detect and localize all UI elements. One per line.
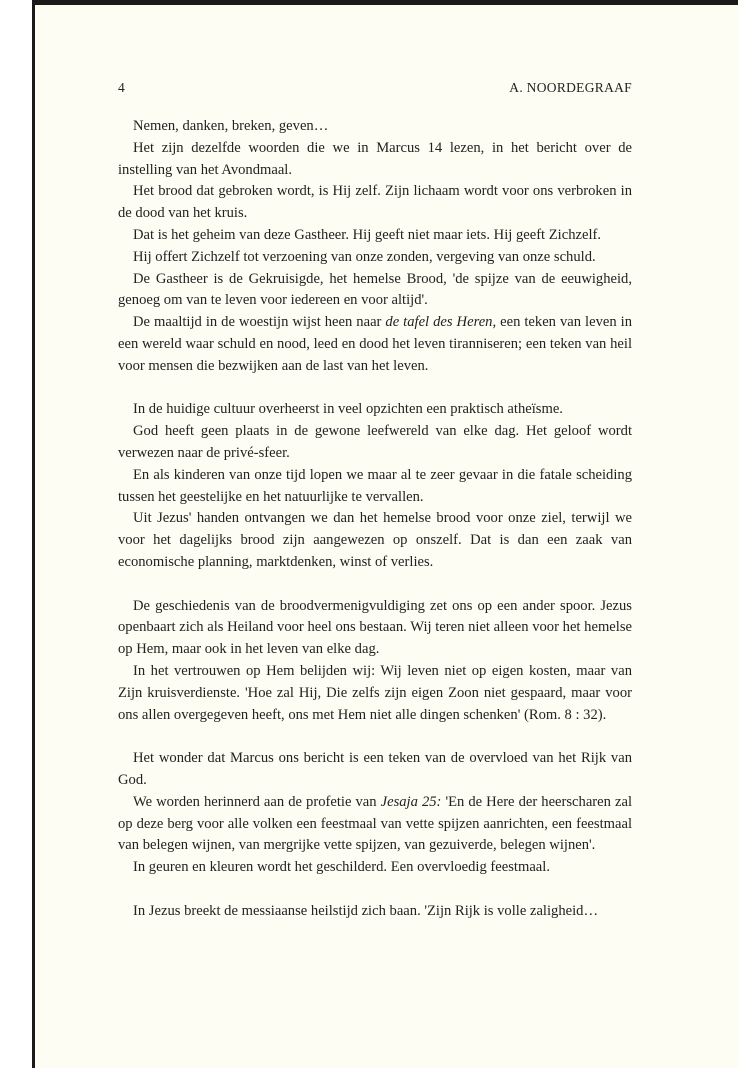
section-break <box>118 574 632 596</box>
paragraph: Het zijn dezelfde woorden die we in Marcus 14 lezen, in het bericht over de instelling van het Avondmaal. <box>118 139 632 178</box>
page-number: 4 <box>118 80 125 95</box>
paragraph: En als kinderen van onze tijd lopen we maar al te zeer gevaar in die fatale scheiding tussen het geestelijke en het natuurlijke te vervallen. <box>118 466 632 505</box>
paragraph: De geschiedenis van de broodvermenigvuldiging zet ons op een ander spoor. Jezus openbaart zich als Heiland voor heel ons bestaan. Wij teren niet alleen voor het hemelse op Hem, maar ook in het leven van elke dag. <box>118 597 632 658</box>
paragraph: Nemen, danken, breken, geven… <box>133 118 329 134</box>
page-header <box>118 80 632 98</box>
italic-reference: Jesaja 25: <box>380 793 442 810</box>
paragraph: Het brood dat gebroken wordt, is Hij zelf. Zijn lichaam wordt voor ons verbroken in de dood van het kruis. <box>118 183 632 222</box>
paragraph <box>118 312 632 377</box>
running-head-author: A. NOORDEGRAAF <box>509 80 632 95</box>
italic-reference: de tafel des Heren, <box>385 314 497 331</box>
paragraph: God heeft geen plaats in de gewone leefwereld van elke dag. Het geloof wordt verwezen naar de privé-sfeer. <box>118 423 632 461</box>
paragraph: Hij offert Zichzelf tot verzoening van onze zonden, vergeving van onze schuld. <box>133 248 596 265</box>
paragraph: In geuren en kleuren wordt het geschilderd. Een overvloedig feestmaal. <box>133 859 550 876</box>
section-break <box>118 726 632 748</box>
body-text <box>118 116 632 922</box>
section-break <box>118 378 632 400</box>
paragraph-text: een teken van leven in een wereld waar schuld en nood, leed en dood het leven tiranniseren; een teken van heil voor mensen die bezwijken aan de last van het leven. <box>118 314 632 374</box>
scan-edge-left <box>32 0 35 1068</box>
paragraph: Dat is het geheim van deze Gastheer. Hij geeft niet maar iets. Hij geeft Zichzelf. <box>133 226 602 243</box>
paragraph: In de huidige cultuur overheerst in veel opzichten een praktisch atheïsme. <box>133 401 563 418</box>
section-break <box>118 879 632 901</box>
paragraph-text: We worden herinnerd aan de profetie van <box>133 793 381 810</box>
paragraph-text: De maaltijd in de woestijn wijst heen naar <box>133 314 386 331</box>
paragraph <box>118 792 632 857</box>
scan-edge-top <box>35 0 738 5</box>
paragraph: De Gastheer is de Gekruisigde, het hemelse Brood, 'de spijze van de eeuwigheid, genoeg om van te leven voor iedereen en voor altijd'. <box>118 270 632 309</box>
paragraph: In Jezus breekt de messiaanse heilstijd zich baan. 'Zijn Rijk is volle zaligheid… <box>133 902 599 919</box>
paragraph-text: 'En de Here der heerscharen zal op deze berg voor alle volken een feestmaal van vette spijzen aanrichten, een feestmaal van belegen wijnen, van mergrijke vette spijzen, van gezuiverde, belegen wijnen'. <box>118 793 633 854</box>
paragraph: Uit Jezus' handen ontvangen we dan het hemelse brood voor onze ziel, terwijl we voor het dagelijks brood zijn aangewezen op onszelf. Dat is dan een zaak van economische planning, marktdenken, winst of verlies. <box>118 510 632 570</box>
paragraph: Het wonder dat Marcus ons bericht is een teken van de overvloed van het Rijk van God. <box>118 750 632 788</box>
paragraph: In het vertrouwen op Hem belijden wij: Wij leven niet op eigen kosten, maar van Zijn kruisverdienste. 'Hoe zal Hij, Die zelfs zijn eigen Zoon niet gespaard, maar voor ons allen overgegeven heeft, ons met Hem niet alle dingen schenken' (Rom. 8 : 32). <box>118 662 632 723</box>
